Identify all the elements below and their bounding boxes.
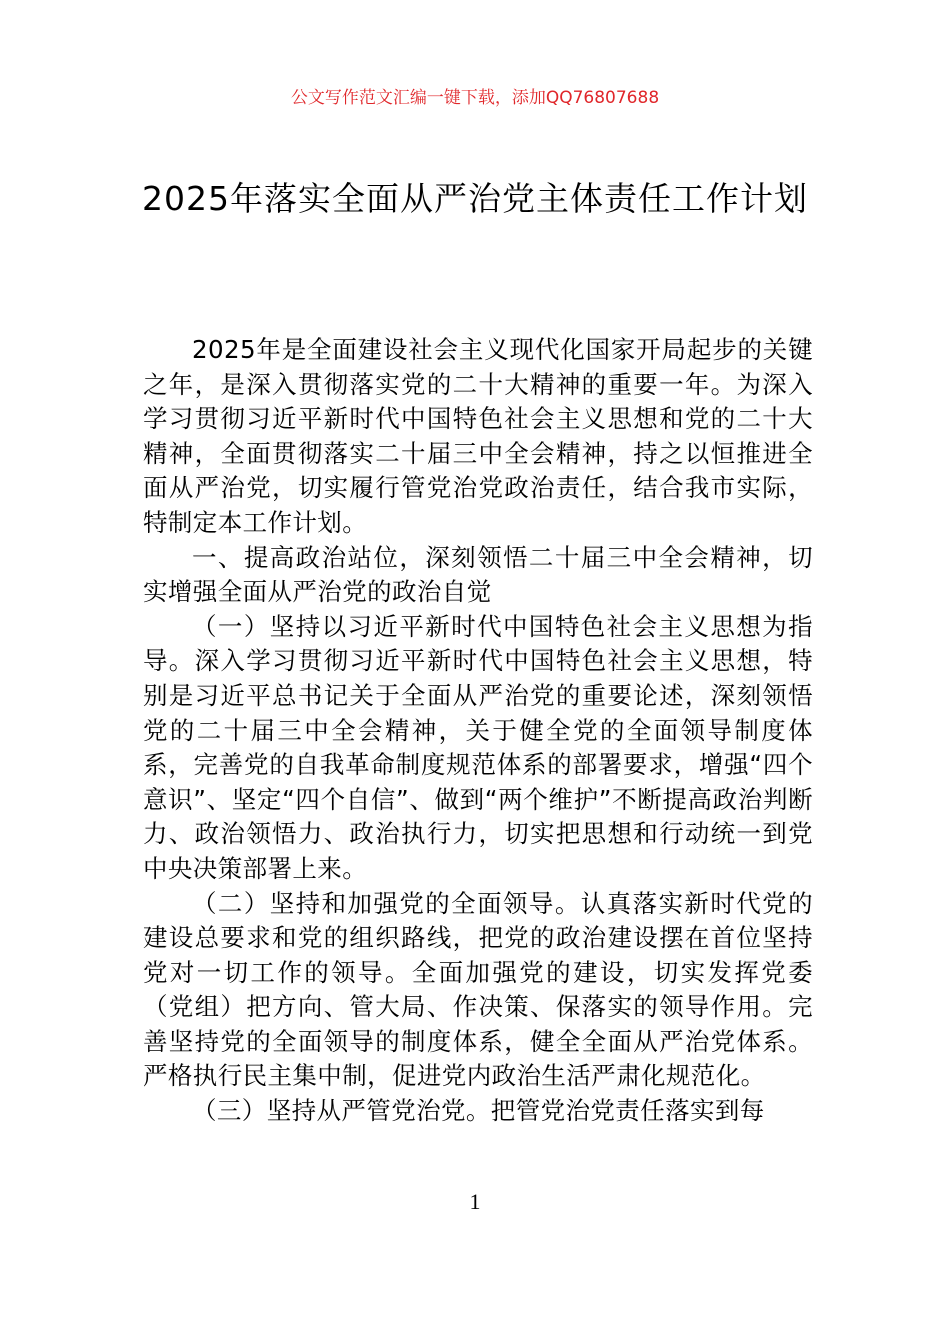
header-note: 公文写作范文汇编一键下载，添加QQ76807688 [290, 88, 660, 108]
page-number: 1 [469, 1189, 481, 1214]
section-heading-1: 一、提高政治站位，深刻领悟二十届三中全会精神，切实增强全面从严治党的政治自觉 [143, 542, 813, 607]
paragraph-intro: 2025年是全面建设社会主义现代化国家开局起步的关键之年，是深入贯彻落实党的二十大精神的重要一年。为深入学习贯彻习近平新时代中国特色社会主义思想和党的二十大精神，全面贯彻落实二十届三中全会精神，持之以恒推进全面从严治党，切实履行管党治党政治责任，结合我市实际，特制定本工作计划。 [143, 335, 813, 537]
document-body [143, 333, 813, 1129]
paragraph-item-3: （三）坚持从严管党治党。把管党治党责任落实到每 [192, 1096, 765, 1126]
paragraph-item-1: （一）坚持以习近平新时代中国特色社会主义思想为指导。深入学习贯彻习近平新时代中国特色社会主义思想，特别是习近平总书记关于全面从严治党的重要论述，深刻领悟党的二十届三中全会精神，关于健全党的全面领导制度体系，完善党的自我革命制度规范体系的部署要求，增强“四个意识”、坚定“四个自信”、做到“两个维护”不断提高政治判断力、政治领悟力、政治执行力，切实把思想和行动统一到党中央决策部署上来。 [143, 611, 813, 883]
document-title: 2025年落实全面从严治党主体责任工作计划 [142, 179, 808, 218]
paragraph-item-2: （二）坚持和加强党的全面领导。认真落实新时代党的建设总要求和党的组织路线，把党的政治建设摆在首位坚持党对一切工作的领导。全面加强党的建设，切实发挥党委（党组）把方向、管大局、作决策、保落实的领导作用。完善坚持党的全面领导的制度体系，健全全面从严治党体系。严格执行民主集中制，促进党内政治生活严肃化规范化。 [143, 888, 813, 1091]
